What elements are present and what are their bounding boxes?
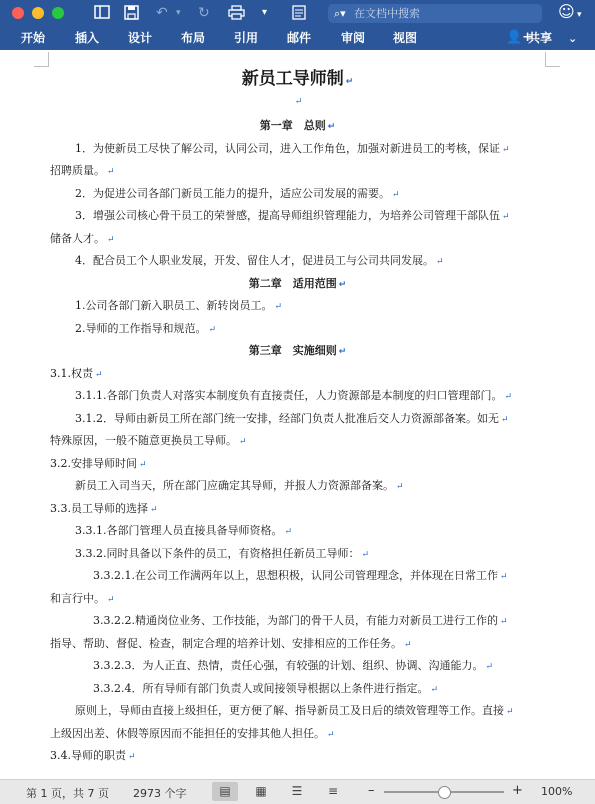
crop-mark-top-right	[545, 52, 560, 67]
zoom-slider-thumb[interactable]	[438, 786, 451, 799]
undo-dropdown-icon[interactable]: ▾	[176, 8, 181, 18]
chapter-heading	[0, 276, 595, 293]
page-count[interactable]: 第 1 页，共 7 页	[26, 787, 109, 800]
print-layout-icon: ▤	[219, 784, 231, 798]
paragraph-line	[50, 748, 136, 765]
tab-view[interactable]: 视图	[393, 31, 418, 45]
document-title-text: 新员工导师制	[241, 69, 344, 89]
paragraph-mark: ↵	[128, 752, 136, 762]
crop-mark-top-left	[34, 52, 49, 67]
paragraph-line	[50, 366, 103, 383]
tab-layout[interactable]: 布局	[181, 31, 206, 45]
paragraph-mark: ↵	[150, 504, 158, 515]
paragraph-mark: ↵	[327, 122, 336, 132]
line-text: 原则上，导师由直接上级担任，更方便了解、指导新员工及日后的绩效管理等工作。直接	[75, 704, 504, 717]
draft-view-button[interactable]	[320, 782, 346, 801]
title-bar	[0, 0, 595, 27]
print-icon[interactable]	[228, 5, 245, 24]
paragraph-mark: ↵	[107, 167, 115, 177]
minimize-window-button[interactable]	[32, 7, 44, 19]
line-text: 3.3.2.2.精通岗位业务、工作技能，为部门的骨干人员，有能力对新员工进行工作的	[93, 614, 498, 627]
zoom-level[interactable]: 100%	[541, 785, 573, 798]
paragraph-mark: ↵	[436, 257, 444, 267]
line-text: 1．为使新员工尽快了解公司，认同公司，进入工作角色，加强对新进员工的考核，保证	[75, 141, 500, 155]
paragraph-line	[75, 388, 512, 405]
empty-paragraph	[0, 94, 595, 109]
paragraph-mark: ↵	[327, 729, 335, 740]
paragraph-mark: ↵	[239, 437, 247, 447]
search-field[interactable]	[328, 4, 542, 23]
save-icon[interactable]	[124, 5, 139, 24]
ribbon-collapse-icon[interactable]: ⌄	[568, 32, 578, 45]
paragraph-line	[93, 613, 508, 630]
line-text: 指导、帮助、督促、检查，制定合理的培养计划、安排相应的工作任务。	[50, 636, 402, 650]
search-icon: ⌕▾	[334, 7, 346, 20]
paragraph-line	[75, 141, 510, 158]
line-text: 第一章 总则	[259, 119, 326, 132]
paragraph-mark: ↵	[338, 347, 347, 357]
feedback-dropdown-icon[interactable]: ▾	[577, 10, 582, 20]
paragraph-mark: ↵	[501, 414, 509, 425]
paragraph-mark: ↵	[208, 324, 217, 335]
paragraph-mark: ↵	[392, 189, 400, 200]
paragraph-line	[75, 703, 514, 720]
line-text: 3.4.导师的职责	[50, 749, 126, 762]
paragraph-mark: ↵	[338, 279, 347, 290]
line-text: 3.3.2.同时具备以下条件的员工，有资格担任新员工导师：	[75, 546, 360, 560]
paragraph-mark: ↵	[107, 594, 115, 605]
line-text: 特殊原因，一般不随意更换员工导师。	[50, 434, 237, 447]
paragraph-mark: ↵	[430, 684, 439, 695]
tab-review[interactable]: 审阅	[341, 31, 366, 45]
tab-references[interactable]: 引用	[234, 31, 259, 45]
paragraph-mark: ↵	[502, 212, 510, 222]
paragraph-line	[50, 231, 115, 248]
share-button[interactable]: 共享	[528, 31, 553, 45]
paragraph-line	[50, 456, 147, 473]
paragraph-mark: ↵	[345, 77, 354, 87]
paragraph-mark: ↵	[499, 572, 508, 582]
line-text: 4．配合员工个人职业发展，开发、留住人才，促进员工与公司共同发展。	[75, 254, 434, 267]
zoom-out-button[interactable]: –	[368, 783, 375, 798]
paragraph-mark: ↵	[107, 234, 115, 245]
document-title	[0, 68, 595, 93]
paragraph-line	[75, 321, 216, 338]
redo-icon[interactable]: ↻	[198, 5, 210, 21]
paragraph-line	[75, 208, 510, 225]
search-placeholder: 在文档中搜索	[354, 7, 420, 20]
paragraph-mark: ↵	[502, 144, 510, 155]
line-text: 3.3.2.4．所有导师有部门负责人或间接领导根据以上条件进行指定。	[93, 681, 429, 695]
status-bar	[0, 779, 595, 804]
paragraph-mark: ↵	[284, 527, 293, 537]
tab-mailings[interactable]: 邮件	[287, 31, 312, 45]
line-text: 3.2.安排导师时间	[50, 456, 137, 470]
line-text: 新员工入司当天，所在部门应确定其导师，并报人力资源部备案。	[75, 479, 394, 492]
paragraph-line	[75, 478, 404, 495]
paragraph-mark: ↵	[294, 97, 303, 107]
paragraph-line	[50, 726, 335, 743]
line-text: 3.3.员工导师的选择	[50, 501, 148, 515]
paragraph-mark: ↵	[506, 707, 514, 717]
paragraph-line	[50, 591, 115, 608]
word-count[interactable]: 2973 个字	[133, 787, 187, 800]
chapter-heading	[0, 343, 595, 360]
line-text: 3.1.2．导师由新员工所在部门统一安排，经部门负责人批准后交人力资源部备案。如无	[75, 411, 499, 425]
focus-view-icon: ▦	[255, 784, 267, 798]
line-text: 储备人才。	[50, 231, 105, 245]
document-page[interactable]	[0, 50, 595, 779]
chapter-heading	[0, 118, 595, 135]
sidebar-toggle-icon[interactable]	[94, 5, 110, 23]
line-text: 和言行中。	[50, 591, 105, 605]
paragraph-line	[50, 501, 158, 518]
paragraph-line	[75, 411, 509, 428]
ribbon-tab-bar	[0, 27, 595, 50]
paragraph-line	[75, 546, 369, 563]
line-text: 3.1.1.各部门负责人对落实本制度负有直接责任，人力资源部是本制度的归口管理部门。	[75, 389, 503, 402]
paragraph-mark: ↵	[499, 617, 508, 627]
focus-view-button[interactable]	[248, 782, 274, 801]
tab-design[interactable]: 设计	[128, 31, 153, 45]
draft-view-icon: ≡	[327, 784, 339, 798]
line-text: 上级因出差、休假等原因而不能担任的安排其他人担任。	[50, 726, 325, 740]
add-person-icon[interactable]: 👤+	[506, 30, 534, 45]
paragraph-mark: ↵	[139, 459, 147, 470]
line-text: 3.3.2.3．为人正直、热情，责任心强，有较强的计划、组织、协调、沟通能力。	[93, 659, 484, 672]
document-view-icon[interactable]	[292, 5, 306, 24]
paragraph-mark: ↵	[95, 369, 103, 380]
paragraph-line	[50, 433, 247, 450]
line-text: 第三章 实施细则	[248, 344, 337, 357]
paragraph-line	[93, 568, 508, 585]
line-text: 1.公司各部门新入职员工、新转岗员工。	[75, 299, 273, 312]
paragraph-line	[75, 253, 444, 270]
paragraph-line	[75, 186, 400, 203]
line-text: 3．增强公司核心骨干员工的荣誉感，提高导师组织管理能力，为培养公司管理干部队伍	[75, 209, 500, 222]
maximize-window-button[interactable]	[52, 7, 64, 19]
customize-toolbar-icon[interactable]: ▾	[262, 7, 268, 18]
line-text: 招聘质量。	[50, 164, 105, 177]
undo-icon[interactable]: ↶	[156, 5, 168, 21]
close-window-button[interactable]	[12, 7, 24, 19]
paragraph-mark: ↵	[396, 482, 404, 492]
paragraph-line	[75, 523, 292, 540]
line-text: 3.1.权责	[50, 366, 93, 380]
line-text: 3.3.1.各部门管理人员直接具备导师资格。	[75, 524, 283, 537]
outline-view-icon: ☰	[291, 784, 303, 798]
paragraph-mark: ↵	[274, 302, 283, 312]
tab-insert[interactable]: 插入	[75, 31, 100, 45]
paragraph-line	[75, 298, 282, 315]
zoom-in-button[interactable]: +	[512, 783, 523, 798]
tab-home[interactable]: 开始	[21, 31, 46, 45]
line-text: 2.导师的工作指导和规范。	[75, 321, 207, 335]
paragraph-line	[93, 681, 438, 698]
line-text: 第二章 适用范围	[248, 276, 337, 290]
print-layout-view-button[interactable]	[212, 782, 238, 801]
paragraph-mark: ↵	[504, 392, 513, 402]
paragraph-line	[93, 658, 493, 675]
paragraph-mark: ↵	[404, 639, 412, 650]
paragraph-line	[50, 636, 412, 653]
paragraph-mark: ↵	[361, 549, 370, 560]
outline-view-button[interactable]	[284, 782, 310, 801]
paragraph-mark: ↵	[485, 662, 494, 672]
line-text: 3.3.2.1.在公司工作满两年以上，思想积极，认同公司管理理念，并体现在日常工作	[93, 569, 498, 582]
feedback-smiley-icon[interactable]: ☺	[558, 2, 575, 21]
zoom-slider[interactable]	[384, 791, 504, 793]
paragraph-line	[50, 163, 115, 180]
line-text: 2．为促进公司各部门新员工能力的提升，适应公司发展的需要。	[75, 186, 390, 200]
